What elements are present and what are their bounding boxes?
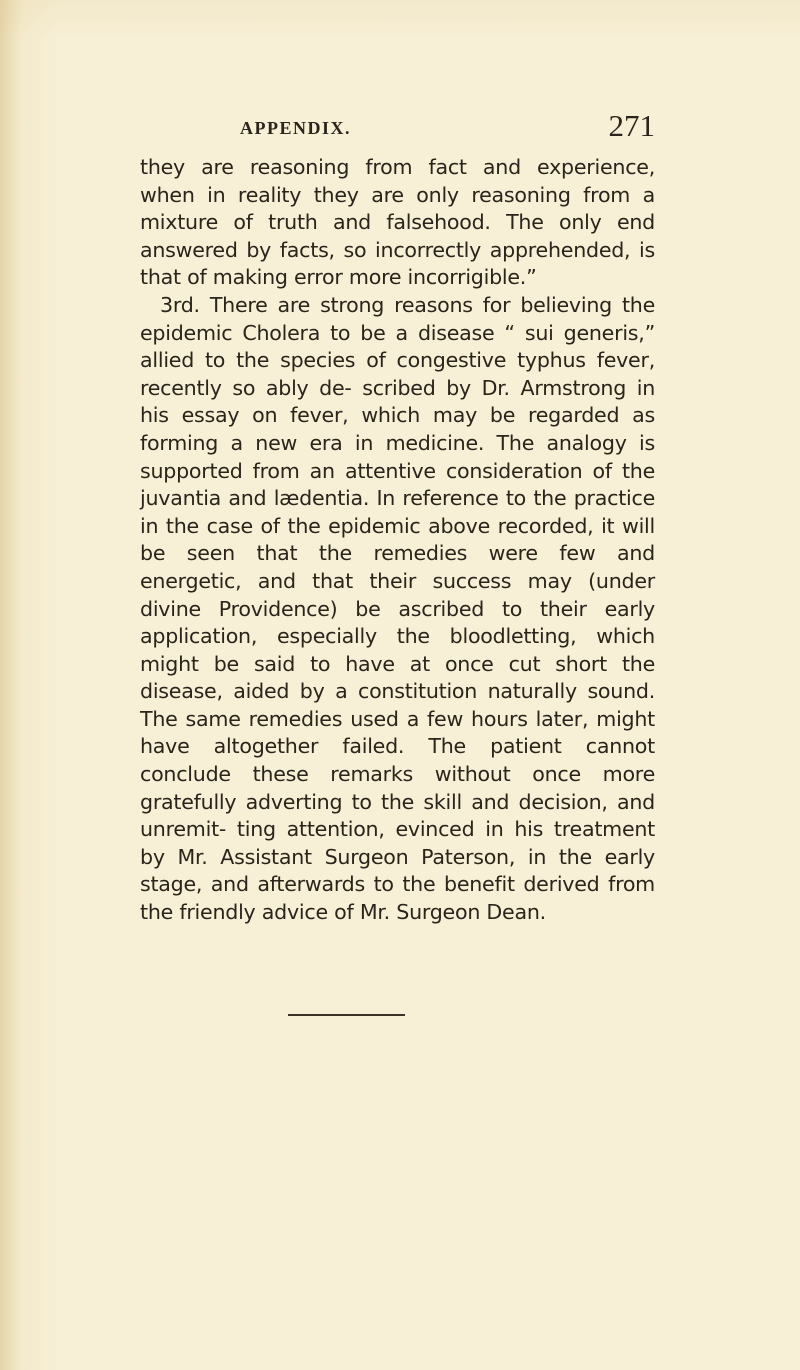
running-head-title: APPENDIX. <box>240 118 351 138</box>
paragraph-third-point: 3rd. There are strong reasons for believing the epidemic Cholera to be a disease “ sui generis,” allied to the species of congestive typhus fever, recently so ably de- scribed by Dr. Armstrong in his essay on fever, which may be regarded as forming a new era in medicine. The analogy is supported from an attentive consideration of the juvantia and lædentia. In reference to the practice in the case of the epidemic above recorded, it will be seen that the remedies were few and energetic, and that their success may (under divine Providence) be ascribed to their early application, especially the bloodletting, which might be said to have at once cut short the disease, aided by a constitution naturally sound. The same remedies used a few hours later, might have altogether failed. The patient cannot conclude these remarks without once more gratefully adverting to the skill and decision, and unremit- ting attention, evinced in his treatment by Mr. Assistant Surgeon Paterson, in the early stage, and afterwards to the benefit derived from the friendly advice of Mr. Surgeon Dean. <box>140 292 655 925</box>
end-divider-rule <box>288 1014 405 1016</box>
paragraph-continuation: they are reasoning from fact and experience, when in reality they are only reasoning from a mixture of truth and falsehood. The only end answered by facts, so incorrectly apprehended, is that of making error more incorrigible.” <box>140 155 655 290</box>
body-text <box>140 154 655 927</box>
running-head <box>140 110 655 150</box>
page-number: 271 <box>608 108 655 143</box>
